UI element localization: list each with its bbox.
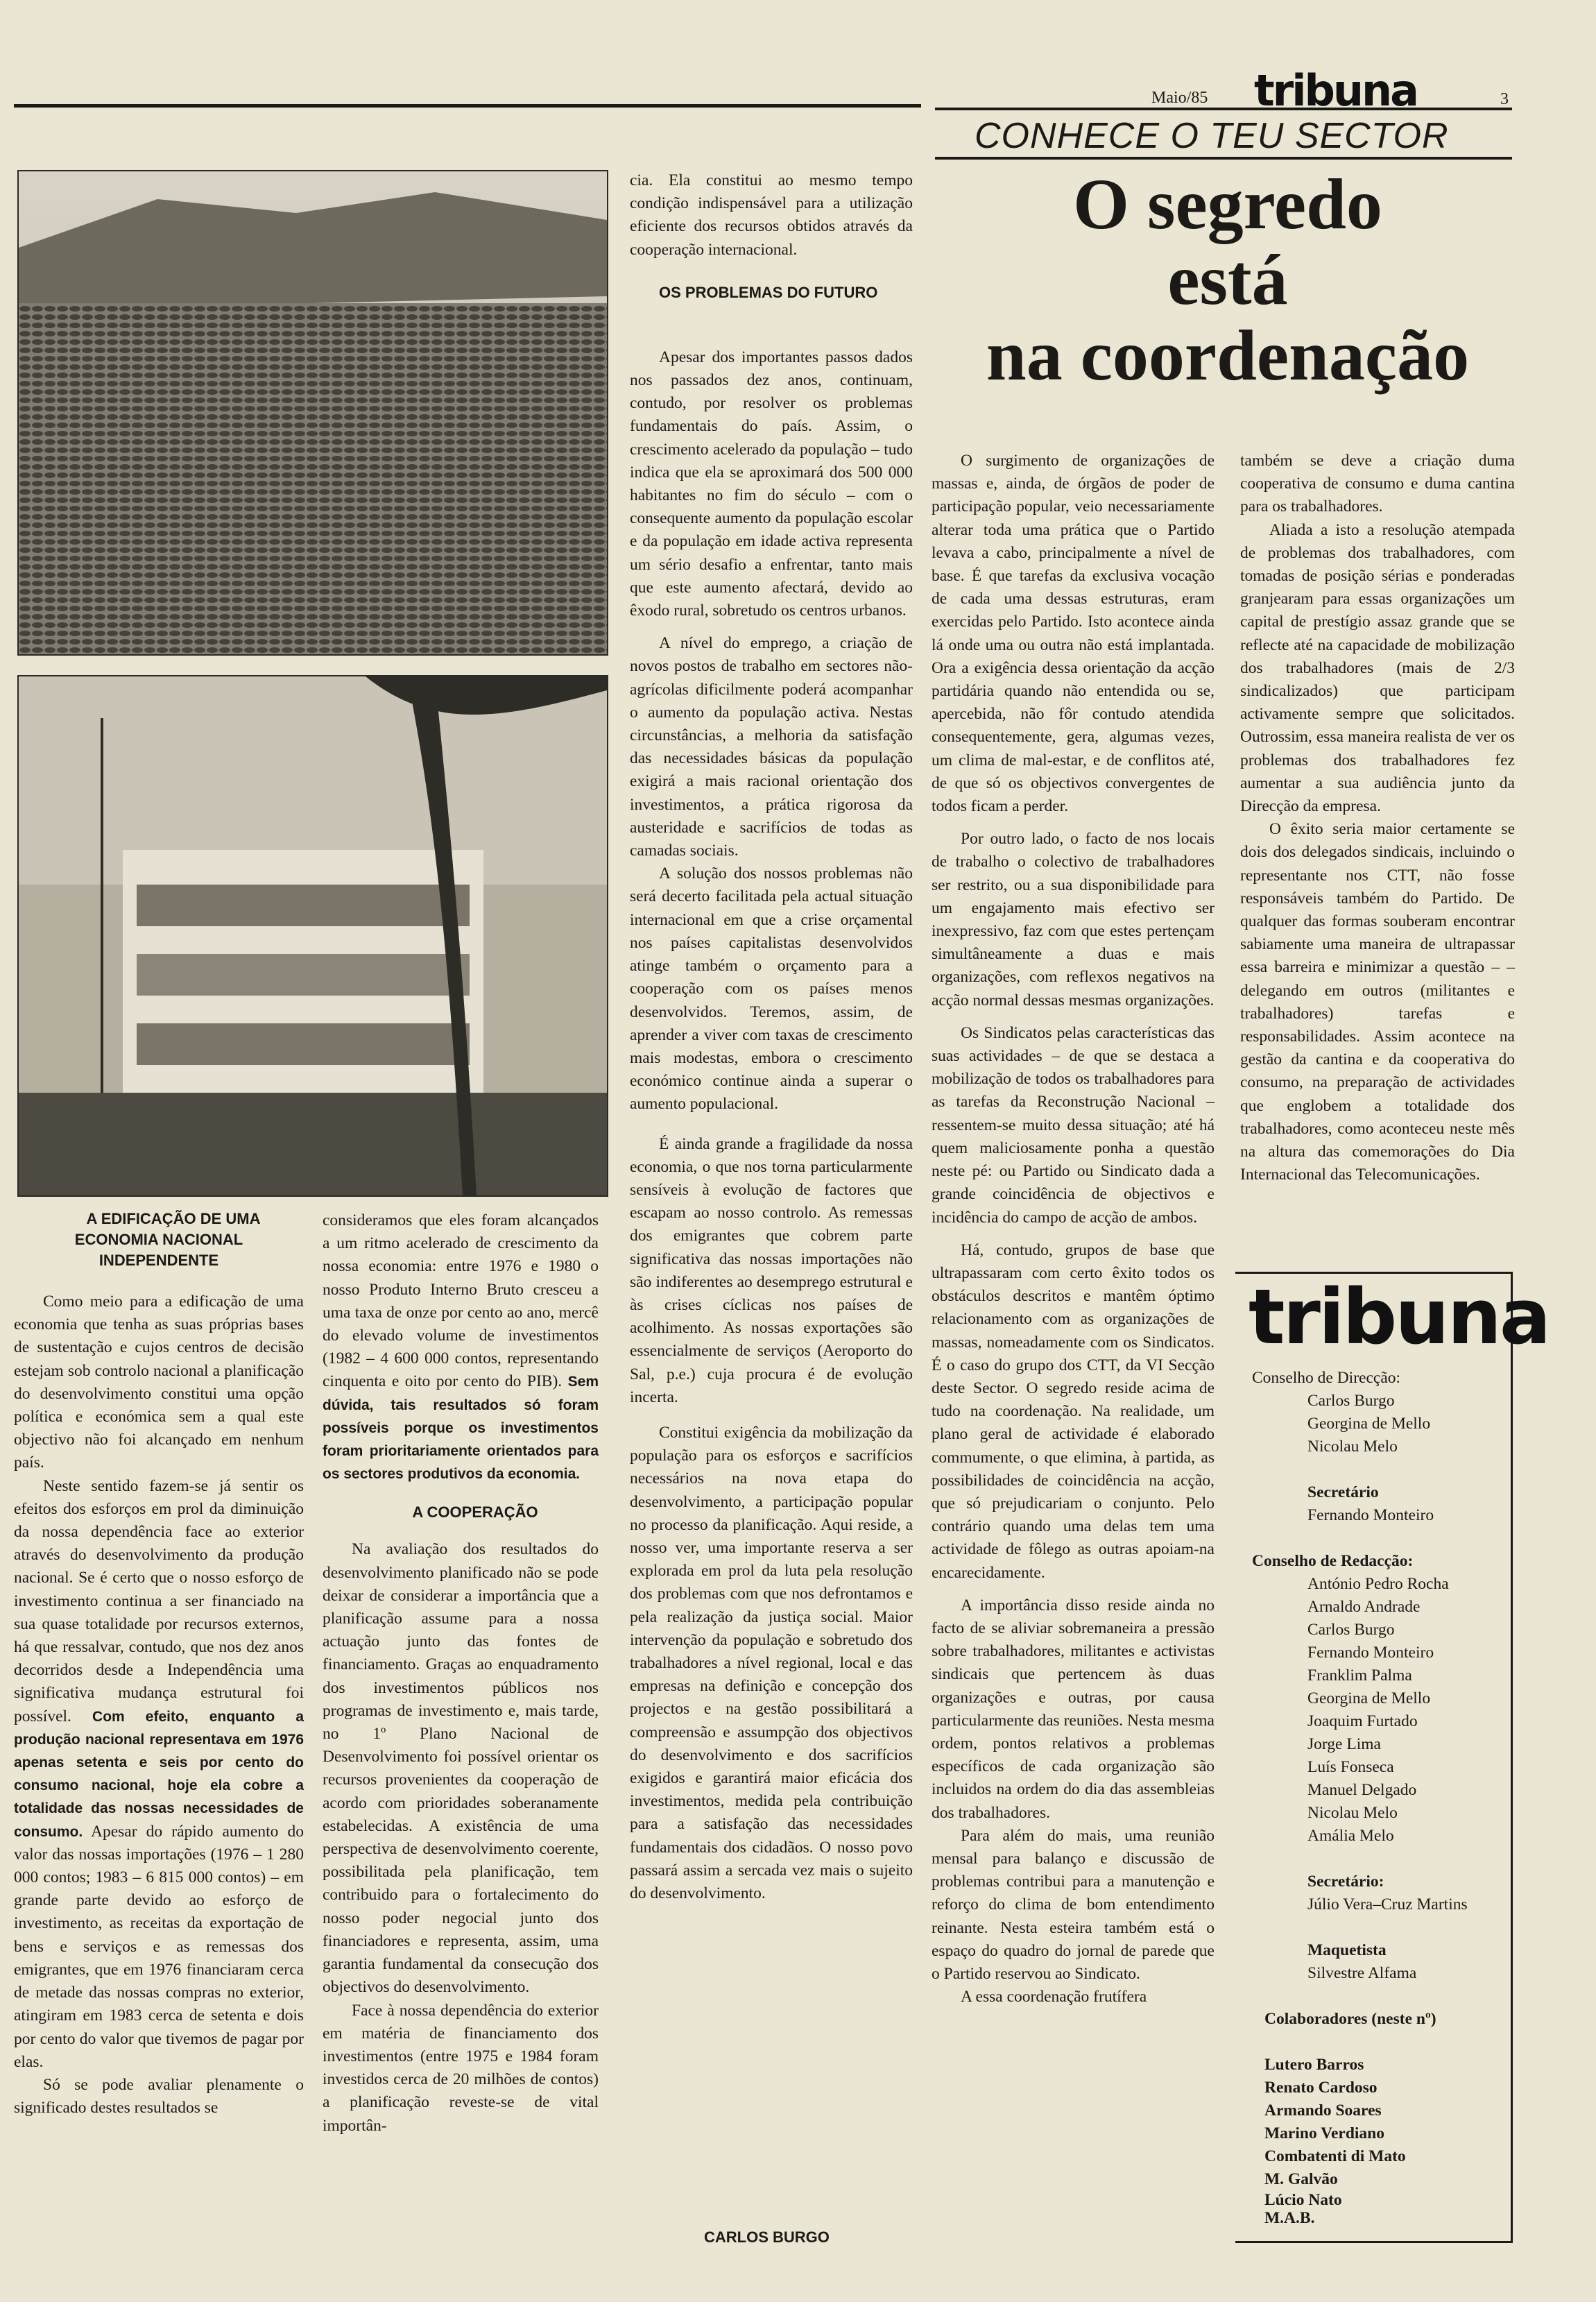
col3-paragraph-3: A solução dos nossos problemas não será decerto facilitada pela actual situação internacional em que a crise orçamental nos países capitalistas desenvolvidos atinge também o orçamento para a cooperação com os países menos desenvolvidos. Teremos, assim, de aprender a viver com taxas de crescimento mais modestas, embora o crescimento económico continue ainda a superar o aumento populacional.: [630, 864, 913, 1114]
column-2: [323, 1209, 599, 2138]
col4-paragraph-5: A importância disso reside ainda no facto de se aliviar sobremaneira a pressão sobre trabalhadores, militantes e activistas sindicais que pertencem às duas organizações e outras, por causa particularmente das reuniões. Nesta mesma ordem, pontos relativos a problemas específicos de cada organização são incluidos na ordem do dia das assembleias dos trabalhadores.: [932, 1596, 1215, 1822]
direcao-name: Carlos Burgo: [1307, 1392, 1395, 1410]
building-photo: [17, 675, 608, 1197]
redacao-name: Jorge Lima: [1307, 1735, 1381, 1753]
redacao-name: Georgina de Mello: [1307, 1689, 1431, 1707]
colaborador-name: Renato Cardoso: [1264, 2079, 1378, 2097]
colaborador-name: Lúcio Nato: [1264, 2191, 1342, 2209]
col2-paragraph-0: consideramos que eles foram alcançados a um ritmo acelerado de crescimento da nossa economia: entre 1976 e 1980 o nosso Produto Interno Bruto cresceu a uma taxa de onze por cento ao ano, mercê do elevado volume de investimentos (1982 – 4 600 000 contos, representando cinquenta e oito por cento do PIB). Sem dúvida, tais resultados só foram possíveis porque os investimentos foram prioritariamente orientados para os sectores produtivos da economia.: [323, 1211, 599, 1483]
redacao-name: Amália Melo: [1307, 1827, 1394, 1845]
top-rule-left: [14, 104, 921, 108]
redacao-name: Fernando Monteiro: [1307, 1644, 1434, 1662]
col2-paragraph-1: Na avaliação dos resultados do desenvolvimento planificado não se pode deixar de considerar a importância que a planificação assume para a nossa actuação junto das fontes de financiamento. Graças ao enquadramento dos investimentos públicos nos programas de investimento e, mais tarde, no 1º Plano Nacional de Desenvolvimento foi possível orientar os recursos provenientes da cooperação de acordo com prioridades soberanamente estabelecidas. A existência de uma perspectiva de desenvolvimento coerente, possibilitada pela planificação, tem contribuido para o fortalecimento do nosso poder negocial junto dos financiadores e representa, assim, uma garantia fundamental da consecução dos objectivos do desenvolvimento.: [323, 1540, 599, 1997]
column-5: [1240, 450, 1515, 1187]
redacao-name: Arnaldo Andrade: [1307, 1598, 1421, 1616]
col4-paragraph-2: Por outro lado, o facto de nos locais de trabalho o colectivo de trabalhadores ser restrito, ou a sua disponibilidade para um engajamento mais efectivo ser inexpressivo, faz com que estes pertençam simultâneamente a duas e mais organizações, com reflexos negativos na acção normal dessas mesmas organizações.: [932, 830, 1215, 1009]
colaboradores-label: Colaboradores (neste nº): [1264, 2010, 1436, 2028]
headline-line-2: está: [1167, 240, 1288, 321]
col4-paragraph-1: O surgimento de organizações de massas e, ainda, de órgãos de poder de participação popular, veio necessariamente alterar toda uma prática que o Partido levava a cabo, principalmente a nível de base. É que tarefas da exclusiva vocação de cada uma dessas estruturas, eram exercidas pelo Partido. Isto acontece ainda lá onde uma ou outra não está implantada. Ora a exigência dessa orientação da acção partidária quando não entendida ou se, apercebida, não fôr contudo atendida consequentemente, gera, algumas vezes, um clima de mal-estar, e de conflitos até, de que só os objectivos convergentes de todos ficam a perder.: [932, 452, 1215, 816]
colaborador-name: Armando Soares: [1264, 2101, 1382, 2120]
colaborador-name: Lutero Barros: [1264, 2056, 1364, 2074]
redacao-name: António Pedro Rocha: [1307, 1575, 1449, 1593]
col2-paragraph-2: Face à nossa dependência do exterior em matéria de financiamento dos investimentos (entre 1975 e 1984 foram investidos cerca de 20 milhões de contos) a planificação reveste-se de vital importân-: [323, 2001, 599, 2135]
direcao-label: Conselho de Direcção:: [1252, 1369, 1401, 1387]
headline: [943, 164, 1512, 396]
masthead-logo: tribuna: [1249, 1272, 1550, 1361]
colaborador-name: M. Galvão: [1264, 2170, 1338, 2188]
section-rule: [935, 157, 1512, 160]
col4-paragraph-6: Para além do mais, uma reunião mensal para balanço e discussão de problemas contribui para a manutenção e reforço do clima de bom entendimento reinante. Nesta esteira também está o espaço do quadro do jornal de parede que o Partido reservou ao Sindicato.: [932, 1826, 1215, 1983]
redacao-name: Nicolau Melo: [1307, 1804, 1398, 1822]
direcao-name: Georgina de Mello: [1307, 1415, 1431, 1433]
secretario-name: Fernando Monteiro: [1307, 1506, 1434, 1524]
byline: CARLOS BURGO: [704, 2228, 830, 2246]
redacao-name: Carlos Burgo: [1307, 1621, 1395, 1639]
col5-paragraph-3: O êxito seria maior certamente se dois dos delegados sindicais, incluindo o representante nos CTT, não fosse responsáveis também do Partido. De qualquer das formas souberam encontrar sabiamente uma maneira de ultrapassar essa barreira e minimizar a questão – – delegando em outros (militantes e trabalhadores) tarefas e responsabilidades. Assim acontece na gestão da cantina e da cooperativa do consumo, na preparação de actividades que englobem a totalidade dos trabalhadores, como aconteceu neste mês na altura das comemorações do Dia Internacional das Telecomunicações.: [1240, 820, 1515, 1184]
colaborador-name: Marino Verdiano: [1264, 2124, 1385, 2142]
redacao-name: Joaquim Furtado: [1307, 1712, 1418, 1730]
col5-paragraph-2: Aliada a isto a resolução atempada de problemas dos trabalhadores, com tomadas de posição sérias e ponderadas granjearam para essas organizações um capital de prestígio assaz grande que se reflecte até na capacidade de mobilização dos trabalhadores (mais de 2/3 sindicalizados) que participam activamente sempre que solicitados. Outrossim, essa maneira realista de ver os problemas dos trabalhadores fez aumentar a sua audiência junto da Direcção da empresa.: [1240, 520, 1515, 816]
redacao-name: Franklim Palma: [1307, 1666, 1412, 1685]
col3-paragraph-2: A nível do emprego, a criação de novos postos de trabalho em sectores não-agrícolas dificilmente poderá acompanhar o aumento da população activa. Nestas circunstâncias, a melhoria da satisfação das necessidades básicas da população exigirá a mais racional orientação dos investimentos, a prática rigorosa da austeridade e sacrifícios de todas as camadas sociais.: [630, 634, 913, 860]
col3-paragraph-5: Constitui exigência da mobilização da população para os esforços e sacrifícios necessários na nova etapa do desenvolvimento, a participação popular no processo da planificação. Aqui reside, a nosso ver, uma importante reserva a ser explorada em prol da luta pela resolução dos problemas com que nos defrontamos e pela realização da justiça social. Maior intervenção da população e sobretudo dos trabalhadores a nível regional, local e das empresas na definição e concepção dos projectos e na gestão possibilitará a compreensão e assumpção dos objectivos do desenvolvimento e dos sacrifícios exigidos e garantirá maior eficácia dos investimentos, medida pela contribuição para a satisfação das necessidades fundamentais dos cidadãos. O nosso povo passará assim a sercada vez mais o sujeito do desenvolvimento.: [630, 1423, 913, 1903]
col1-paragraph-1: Como meio para a edificação de uma economia que tenha as suas próprias bases de sustentação e cujos centros de decisão estejam sob controlo nacional a planificação do desenvolvimento constitui uma opção política e económica sem a qual este objectivo não foi alcançado em nenhum país.: [14, 1293, 304, 1472]
header-logo: tribuna: [1254, 65, 1417, 116]
secretario-label: Secretário: [1307, 1483, 1379, 1501]
farm-fields-photo: [17, 170, 608, 656]
col5-paragraph-1: também se deve a criação duma cooperativa de consumo e duma cantina para os trabalhadores.: [1240, 452, 1515, 516]
top-rule-right: [935, 108, 1512, 110]
col4-paragraph-4: Há, contudo, grupos de base que ultrapassaram com certo êxito todos os obstáculos descritos e mantêm óptimo relacionamento com as organizações de massas, nomeadamente com os Sindicatos. É o caso do grupo dos CTT, da VI Secção deste Sector. O segredo reside acima de tudo na coordenação. Na realidade, um plano geral de actividade é elaborado commumente, o que elimina, à partida, as possibilidades de coincidência na acção, que só prejudicariam o conjunto. Pelo contrário quando uma delas tem uma actividade de fôlego as outras apoiam-na encarecidamente.: [932, 1240, 1215, 1582]
col2-bold-statement: Sem dúvida, tais resultados só foram possíveis porque os investimentos foram prioritariamente orientados para os sectores produtivos da economia.: [323, 1374, 599, 1483]
secretario-name: Júlio Vera–Cruz Martins: [1307, 1895, 1468, 1913]
redacao-name: Luís Fonseca: [1307, 1758, 1394, 1776]
maquetista-label: Maquetista: [1307, 1941, 1387, 1959]
section-title: CONHECE O TEU SECTOR: [975, 116, 1449, 156]
col3-paragraph-1: Apesar dos importantes passos dados nos passados dez anos, continuam, contudo, por resolver os problemas fundamentais do país. Assim, o crescimento acelerado da população – tudo indica que ela se aproximará dos 500 000 habitantes no fim do século – com o consequente aumento da população escolar e da população em idade activa representa um sério desafio a enfrentar, tanto mais que este aumento afectará, devido ao êxodo rural, sobretudo os centros urbanos.: [630, 348, 913, 620]
masthead-credits: [1252, 1367, 1509, 2227]
col4-paragraph-3: Os Sindicatos pelas características das suas actividades – de que se destaca a mobilização de todos os trabalhadores para as tarefas da Reconstrução Nacional – ressentem-se muito dessa situação; até há quem maliciosamente ponha a questão neste pé: ou Partido ou Sindicato dada a grande coincidência de objectivos e incidência do campo de acção de ambos.: [932, 1023, 1215, 1227]
direcao-name: Nicolau Melo: [1307, 1438, 1398, 1456]
redacao-label: Conselho de Redacção:: [1252, 1552, 1414, 1570]
headline-line-1: O segredo: [1073, 164, 1382, 244]
page-number: 3: [1500, 90, 1509, 108]
heading-cooperacao: A COOPERAÇÃO: [412, 1503, 538, 1521]
heading-problemas-futuro: OS PROBLEMAS DO FUTURO: [659, 283, 878, 301]
col1-paragraph-2: Neste sentido fazem-se já sentir os efeitos dos esforços em prol da diminuição da nossa dependência face ao exterior através do desenvolvimento da produção nacional. Se é certo que o nosso esforço de investimento continua a ser financiado na sua quase totalidade por recursos externos, há que ressalvar, contudo, que nos dez anos decorridos desde a Independência uma significativa mudança estrutural foi possível. Com efeito, enquanto a produção nacional representava em 1976 apenas setenta e seis por cento do consumo nacional, hoje ela cobre a totalidade das nossas necessidades de consumo. Apesar do rápido aumento do valor das nossas importações (1976 – 1 280 000 contos; 1983 – 6 815 000 contos) – em grande parte devido ao esforço de investimento, as receitas da exportação de bens e serviços e as remessas dos emigrantes, que em 1976 financiaram cerca de metade das nossas compras no exterior, atingiram em 1983 cerca de setenta e dois por cento do valor que tivemos de pagar por elas.: [14, 1476, 304, 2071]
heading-edificacao: A EDIFICAÇÃO DE UMA ECONOMIA NACIONAL INDEPENDENTE: [74, 1210, 261, 1269]
col4-paragraph-7: A essa coordenação frutífera: [961, 1988, 1147, 2006]
column-3: [630, 169, 913, 1905]
secretario-label: Secretário:: [1307, 1873, 1384, 1891]
issue-date: Maio/85: [1151, 89, 1208, 107]
col3-paragraph-4: É ainda grande a fragilidade da nossa economia, o que nos torna particularmente sensíveis à evolução de factores que escapam ao nosso controlo. As remessas dos emigrantes que cobrem parte significativa das nossas importações não são indiferentes ao desemprego estrutural e às crises cíclicas nos países de acolhimento. As nossas exportações são essencialmente de serviços (Aeroporto do Sal, p.e.) cuja procura é de evolução incerta.: [630, 1134, 913, 1406]
column-1: [14, 1209, 304, 2120]
colaborador-name: Combatenti di Mato: [1264, 2147, 1406, 2165]
maquetista-name: Silvestre Alfama: [1307, 1964, 1417, 1982]
redacao-name: Manuel Delgado: [1307, 1781, 1417, 1799]
col3-paragraph-0: cia. Ela constitui ao mesmo tempo condição indispensável para a utilização eficiente dos recursos obtidos através da cooperação internacional.: [630, 171, 913, 259]
col1-bold-statement: Com efeito, enquanto a produção nacional representava em 1976 apenas setenta e seis por cento do consumo nacional, hoje ela cobre a totalidade das nossas necessidades de consumo.: [14, 1708, 304, 1840]
colaborador-name: M.A.B.: [1264, 2209, 1315, 2227]
col1-paragraph-3: Só se pode avaliar plenamente o significado destes resultados se: [14, 2075, 304, 2117]
headline-line-3: na coordenação: [986, 316, 1470, 396]
column-4: [932, 450, 1215, 2009]
